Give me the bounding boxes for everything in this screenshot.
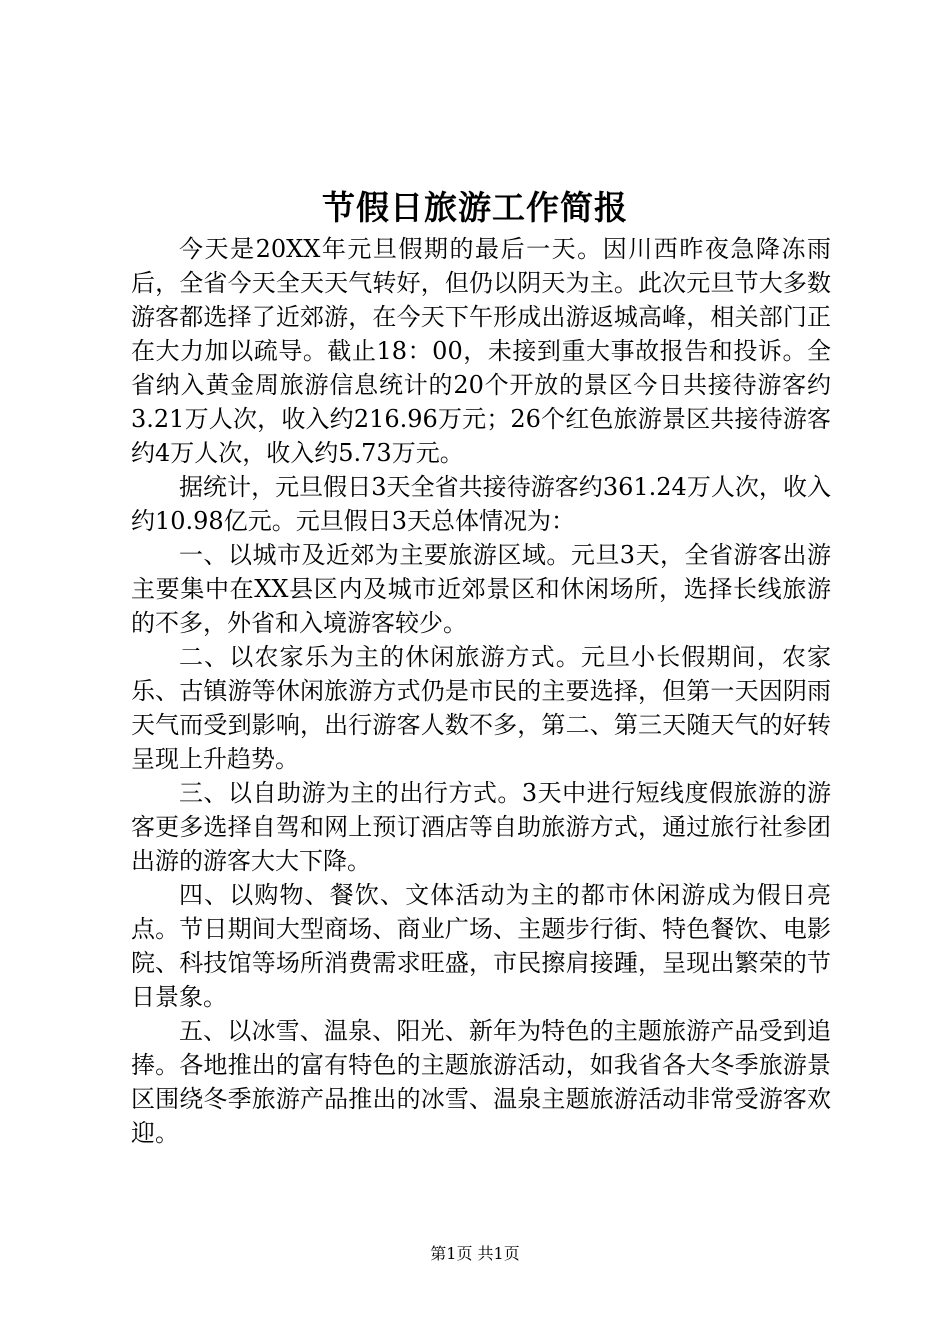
paragraph-point-2: 二、以农家乐为主的休闲旅游方式。元旦小长假期间，农家乐、古镇游等休闲旅游方式仍是市民的主要选择，但第一天因阴雨天气而受到影响，出行游客人数不多，第二、第三天随天气的好转呈现上升趋势。 [131, 643, 831, 773]
page-number-footer: 第1页 共1页 [430, 1244, 520, 1263]
paragraph-point-4: 四、以购物、餐饮、文体活动为主的都市休闲游成为假日亮点。节日期间大型商场、商业广场、主题步行街、特色餐饮、电影院、科技馆等场所消费需求旺盛，市民擦肩接踵，呈现出繁荣的节日景象。 [131, 881, 831, 1011]
paragraph-point-5: 五、以冰雪、温泉、阳光、新年为特色的主题旅游产品受到追捧。各地推出的富有特色的主题旅游活动，如我省各大冬季旅游景区围绕冬季旅游产品推出的冰雪、温泉主题旅游活动非常受游客欢迎。 [131, 1017, 831, 1147]
paragraph-point-3: 三、以自助游为主的出行方式。3天中进行短线度假旅游的游客更多选择自驾和网上预订酒店等自助旅游方式，通过旅行社参团出游的游客大大下降。 [131, 779, 831, 875]
paragraph-statistics: 据统计，元旦假日3天全省共接待游客约361.24万人次，收入约10.98亿元。元旦假日3天总体情况为： [131, 473, 831, 535]
paragraph-point-1: 一、以城市及近郊为主要旅游区域。元旦3天，全省游客出游主要集中在XX县区内及城市近郊景区和休闲场所，选择长线旅游的不多，外省和入境游客较少。 [131, 541, 831, 637]
document-title: 节假日旅游工作简报 [322, 188, 628, 227]
document-body [131, 232, 831, 1150]
paragraph-intro: 今天是20XX年元旦假期的最后一天。因川西昨夜急降冻雨后，全省今天全天天气转好，但仍以阴天为主。此次元旦节大多数游客都选择了近郊游，在今天下午形成出游返城高峰，相关部门正在大力加以疏导。截止18：00，未接到重大事故报告和投诉。全省纳入黄金周旅游信息统计的20个开放的景区今日共接待游客约3.21万人次，收入约216.96万元；26个红色旅游景区共接待游客约4万人次，收入约5.73万元。 [131, 235, 831, 467]
